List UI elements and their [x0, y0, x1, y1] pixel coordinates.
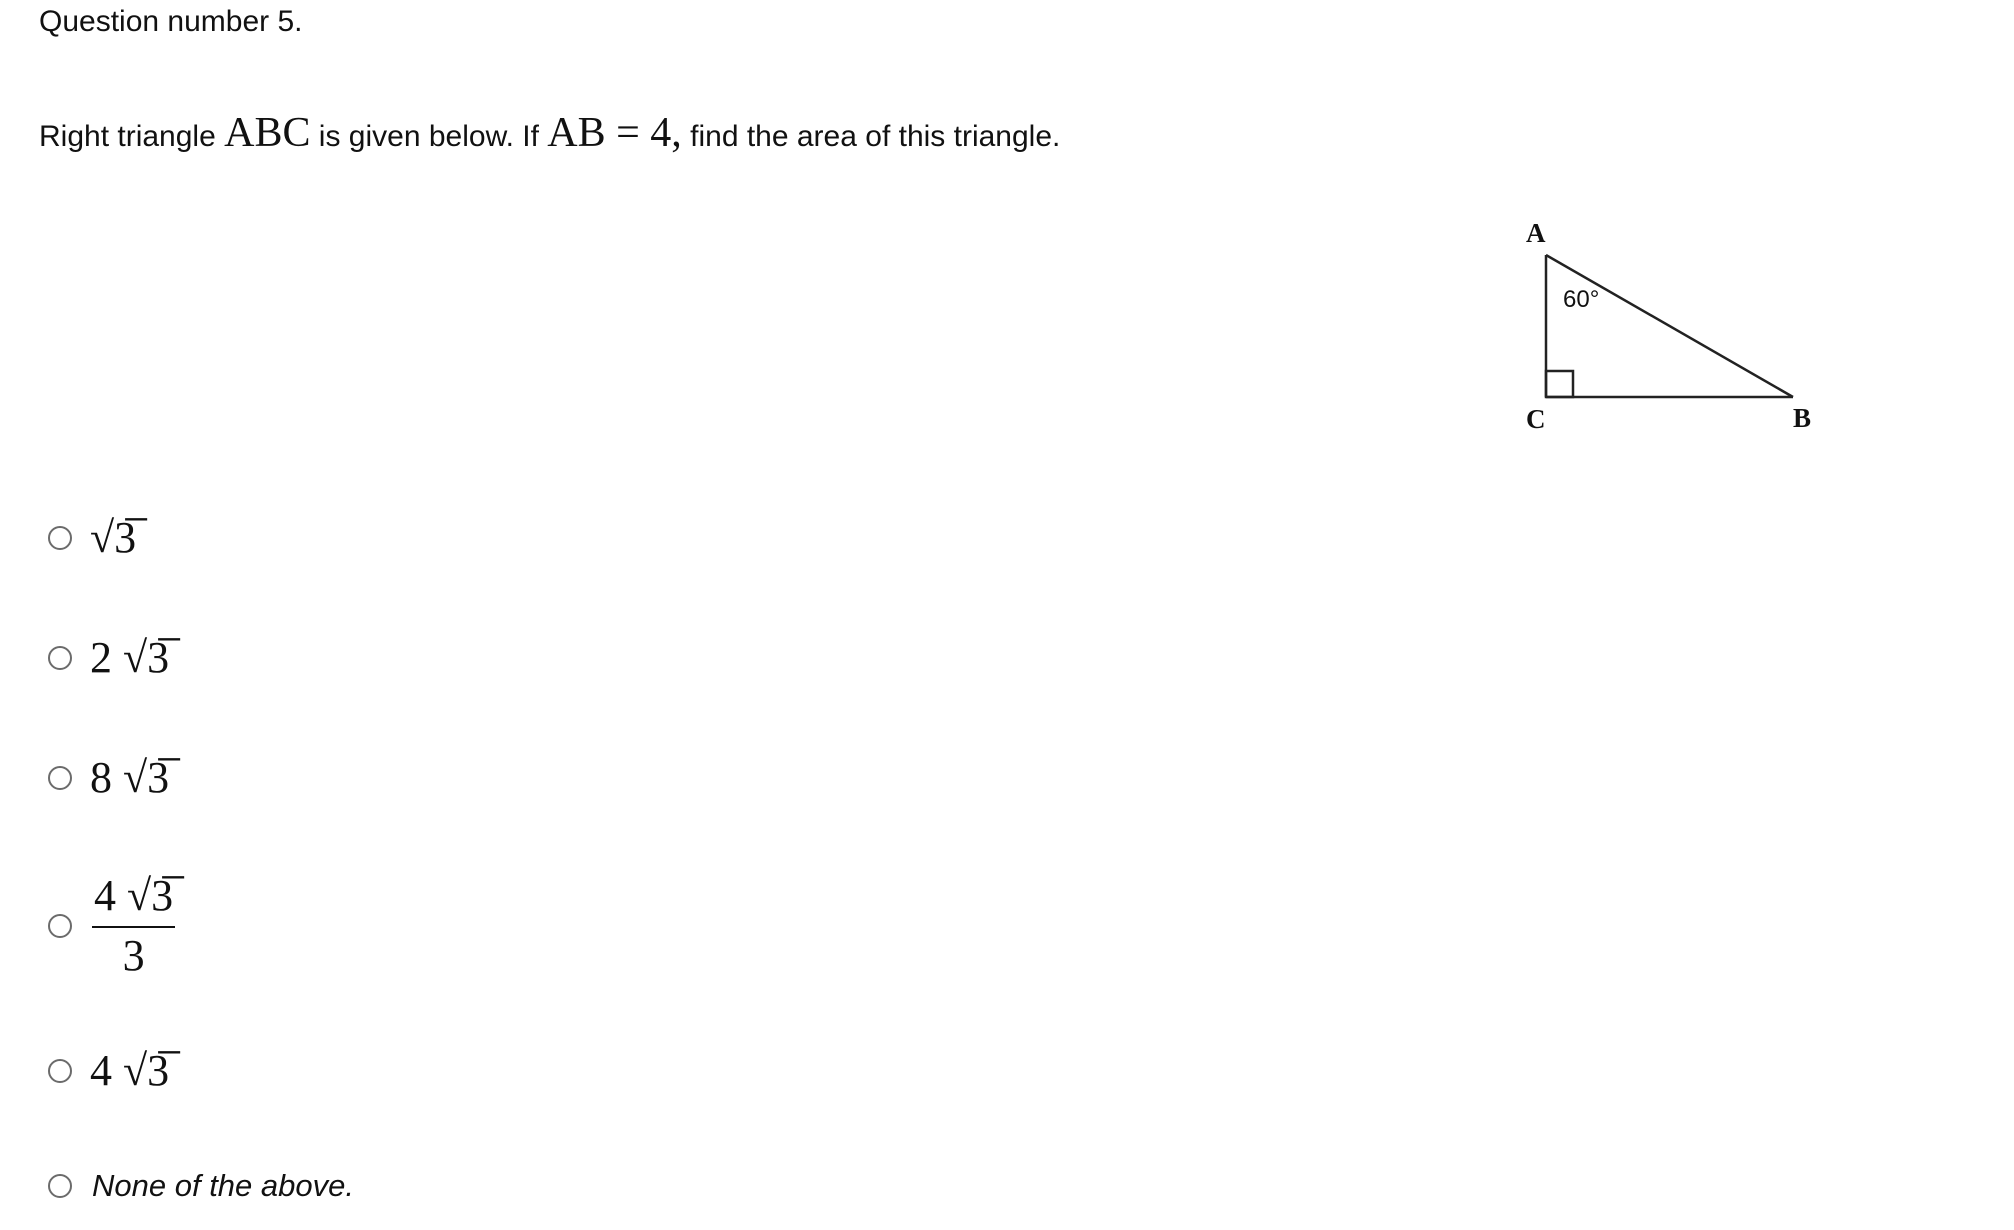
- vertex-b-label: B: [1793, 403, 1812, 433]
- given-length: AB = 4,: [547, 110, 682, 156]
- choice-label: √3̅: [90, 513, 137, 562]
- answer-choice-5[interactable]: [48, 1045, 169, 1096]
- question-prompt: [39, 108, 1060, 162]
- triangle-name: ABC: [224, 110, 311, 156]
- prompt-text-end: find the area of this triangle.: [681, 120, 1061, 153]
- answer-choice-4[interactable]: [48, 870, 175, 982]
- answer-choice-2[interactable]: [48, 632, 169, 683]
- choice-label: 2 √3̅: [90, 633, 170, 682]
- answer-choice-1[interactable]: [48, 512, 136, 563]
- radio-button[interactable]: [48, 646, 72, 670]
- radio-button[interactable]: [48, 526, 72, 550]
- prompt-text-middle: is given below. If: [310, 120, 548, 153]
- choice-label: 8 √3̅: [90, 753, 170, 802]
- answer-choice-6[interactable]: [48, 1168, 354, 1204]
- vertex-c-label: C: [1526, 404, 1546, 434]
- answer-choice-3[interactable]: [48, 752, 169, 803]
- radio-button[interactable]: [48, 914, 72, 938]
- prompt-text-start: Right triangle: [39, 120, 225, 153]
- radio-button[interactable]: [48, 1174, 72, 1198]
- fraction-denominator: 3: [122, 931, 145, 980]
- fraction-label: [92, 870, 175, 982]
- fraction-numerator: 4 √3̅: [92, 870, 175, 928]
- question-number: Question number 5.: [39, 5, 303, 38]
- radio-button[interactable]: [48, 1059, 72, 1083]
- radio-button[interactable]: [48, 766, 72, 790]
- choice-label: None of the above.: [92, 1168, 354, 1203]
- choice-label: 4 √3̅: [90, 1046, 170, 1095]
- vertex-a-label: A: [1526, 218, 1546, 248]
- angle-label: 60°: [1563, 286, 1600, 313]
- right-angle-marker: [1546, 371, 1573, 397]
- triangle-figure: [1510, 215, 1830, 445]
- side-ab: [1546, 255, 1793, 397]
